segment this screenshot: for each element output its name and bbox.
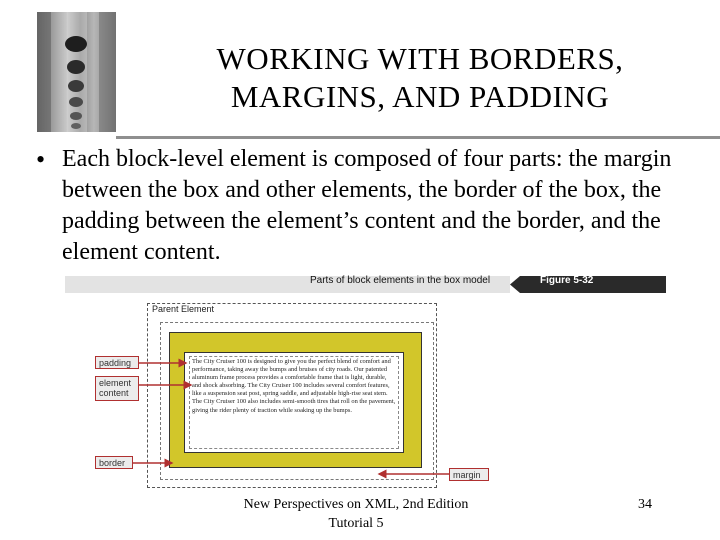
- box-model-figure: [65, 274, 666, 490]
- bullet-text: Each block-level element is composed of four parts: the margin between the box and other elements, the border of the box, the padding between the element’s content and the border, and the element content.: [62, 146, 672, 265]
- margin-label: margin: [449, 468, 489, 481]
- page-number: 34: [638, 497, 652, 512]
- border-label: border: [95, 456, 133, 469]
- slide-title: [140, 40, 700, 116]
- footer-book-title: New Perspectives on XML, 2nd Edition: [243, 497, 469, 512]
- element-content: The City Cruiser 100 is designed to give you the perfect blend of comfort and performance, taking away the bumps and bruises of city roads. Our patented aluminum frame process provides a comfortable frame that is light, durable, and shock absorbing. The City Cruiser 100 includes several comfort features, like a suspension seat post, spring saddle, and adjustable high-rise seat stem. The City Cruiser 100 also includes semi-smooth tires that roll on the pavement, giving the rider plenty of traction while soaking up the bumps.: [189, 356, 399, 449]
- title-divider: [116, 136, 720, 139]
- photo-graphic: [37, 12, 116, 132]
- bullet-marker: •: [36, 145, 46, 174]
- figure-title: Parts of block elements in the box model: [310, 275, 491, 286]
- element-content-label: element content: [95, 376, 139, 401]
- slide-title-line2: MARGINS, AND PADDING: [230, 79, 610, 114]
- footer-tutorial: Tutorial 5: [328, 516, 384, 531]
- slide-title-line1: WORKING WITH BORDERS,: [216, 41, 624, 76]
- parent-element-label: Parent Element: [152, 304, 215, 314]
- footer: [200, 495, 512, 533]
- padding-label: padding: [95, 356, 139, 369]
- callout-arrows: [65, 274, 666, 490]
- figure-number: Figure 5-32: [540, 275, 594, 286]
- decorative-photo: [37, 12, 116, 132]
